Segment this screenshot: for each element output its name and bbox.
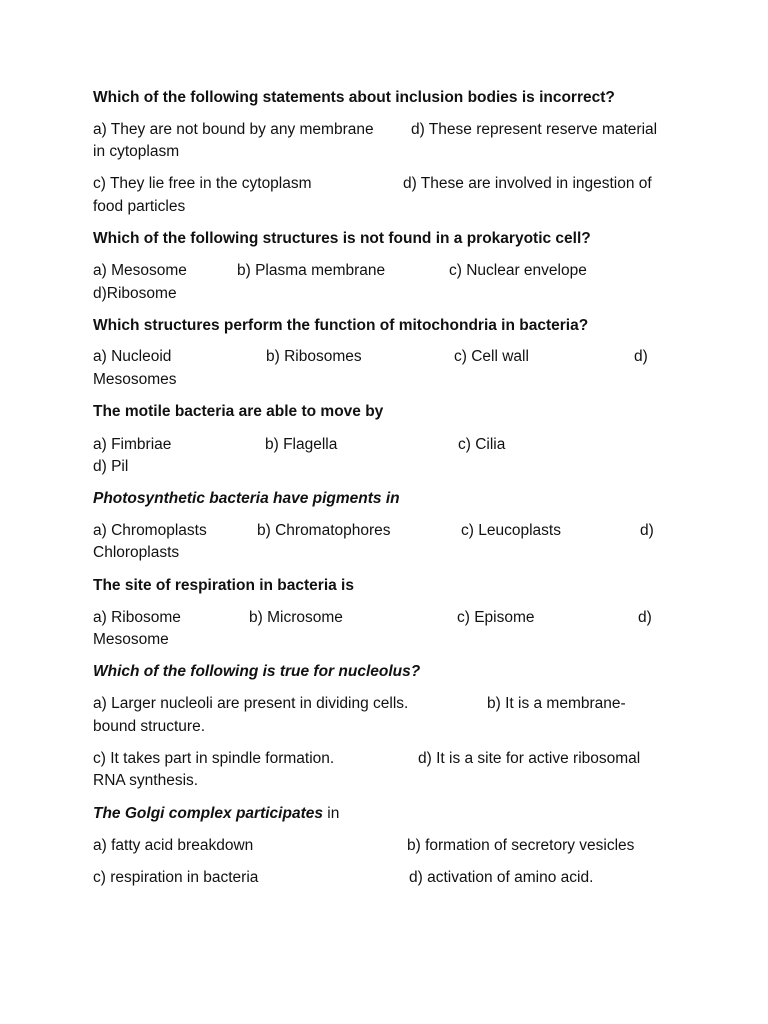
q6-option-a: a) Ribosome [93,609,181,626]
q3-option-c: c) Cell wall [454,348,529,365]
question-7: Which of the following is true for nucleolus? [93,663,421,680]
question-2: Which of the following structures is not found in a prokaryotic cell? [93,230,591,247]
q7-option-c: c) It takes part in spindle formation. [93,750,335,767]
q4-option-a: a) Fimbriae [93,436,172,453]
q1-option-d: d) These represent reserve material [411,121,658,138]
question-6: The site of respiration in bacteria is [93,577,354,594]
q8-option-a: a) fatty acid breakdown [93,837,254,854]
q2-option-c: c) Nuclear envelope [449,262,587,279]
question-8 [93,804,339,824]
q3-option-d: Mesosomes [93,371,177,388]
q7-option-a: a) Larger nucleoli are present in dividing cells. [93,695,409,712]
question-8-suffix: in [322,805,340,822]
q1-option-c: c) They lie free in the cytoplasm [93,175,312,192]
q7-options-line-4: RNA synthesis. [93,772,199,789]
q1-options-line-2: in cytoplasm [93,143,180,160]
q5-option-b: b) Chromatophores [257,522,391,539]
q3-option-a: a) Nucleoid [93,348,172,365]
q1-option-d2: d) These are involved in ingestion of [403,175,652,192]
question-8-text: The Golgi complex participates [93,805,323,822]
q6-option-d-label: d) [638,609,652,626]
q2-option-b: b) Plasma membrane [237,262,386,279]
q8-option-b: b) formation of secretory vesicles [407,837,635,854]
question-1: Which of the following statements about inclusion bodies is incorrect? [93,89,615,106]
q4-option-b: b) Flagella [265,436,338,453]
q6-option-b: b) Microsome [249,609,343,626]
q7-options-line-2: bound structure. [93,718,206,735]
q7-option-d: d) It is a site for active ribosomal [418,750,641,767]
q8-options-line-2 [93,868,594,948]
q5-option-d: Chloroplasts [93,544,180,561]
q5-option-a: a) Chromoplasts [93,522,207,539]
question-4: The motile bacteria are able to move by [93,403,384,420]
q2-option-a: a) Mesosome [93,262,187,279]
q3-option-b: b) Ribosomes [266,348,362,365]
q8-option-d: d) activation of amino acid. [409,869,594,886]
question-3: Which structures perform the function of mitochondria in bacteria? [93,317,589,334]
q7-option-b: b) It is a membrane- [487,695,626,712]
q2-option-d: d)Ribosome [93,285,177,302]
q6-option-d: Mesosome [93,631,169,648]
q4-option-d: d) Pil [93,458,129,475]
q1-options-line-4: food particles [93,198,186,215]
q1-option-a: a) They are not bound by any membrane [93,121,374,138]
question-5: Photosynthetic bacteria have pigments in [93,490,400,507]
q6-option-c: c) Episome [457,609,535,626]
q8-option-c: c) respiration in bacteria [93,869,259,886]
q5-option-c: c) Leucoplasts [461,522,561,539]
q3-option-d-label: d) [634,348,648,365]
q4-option-c: c) Cilia [458,436,506,453]
q5-option-d-label: d) [640,522,654,539]
